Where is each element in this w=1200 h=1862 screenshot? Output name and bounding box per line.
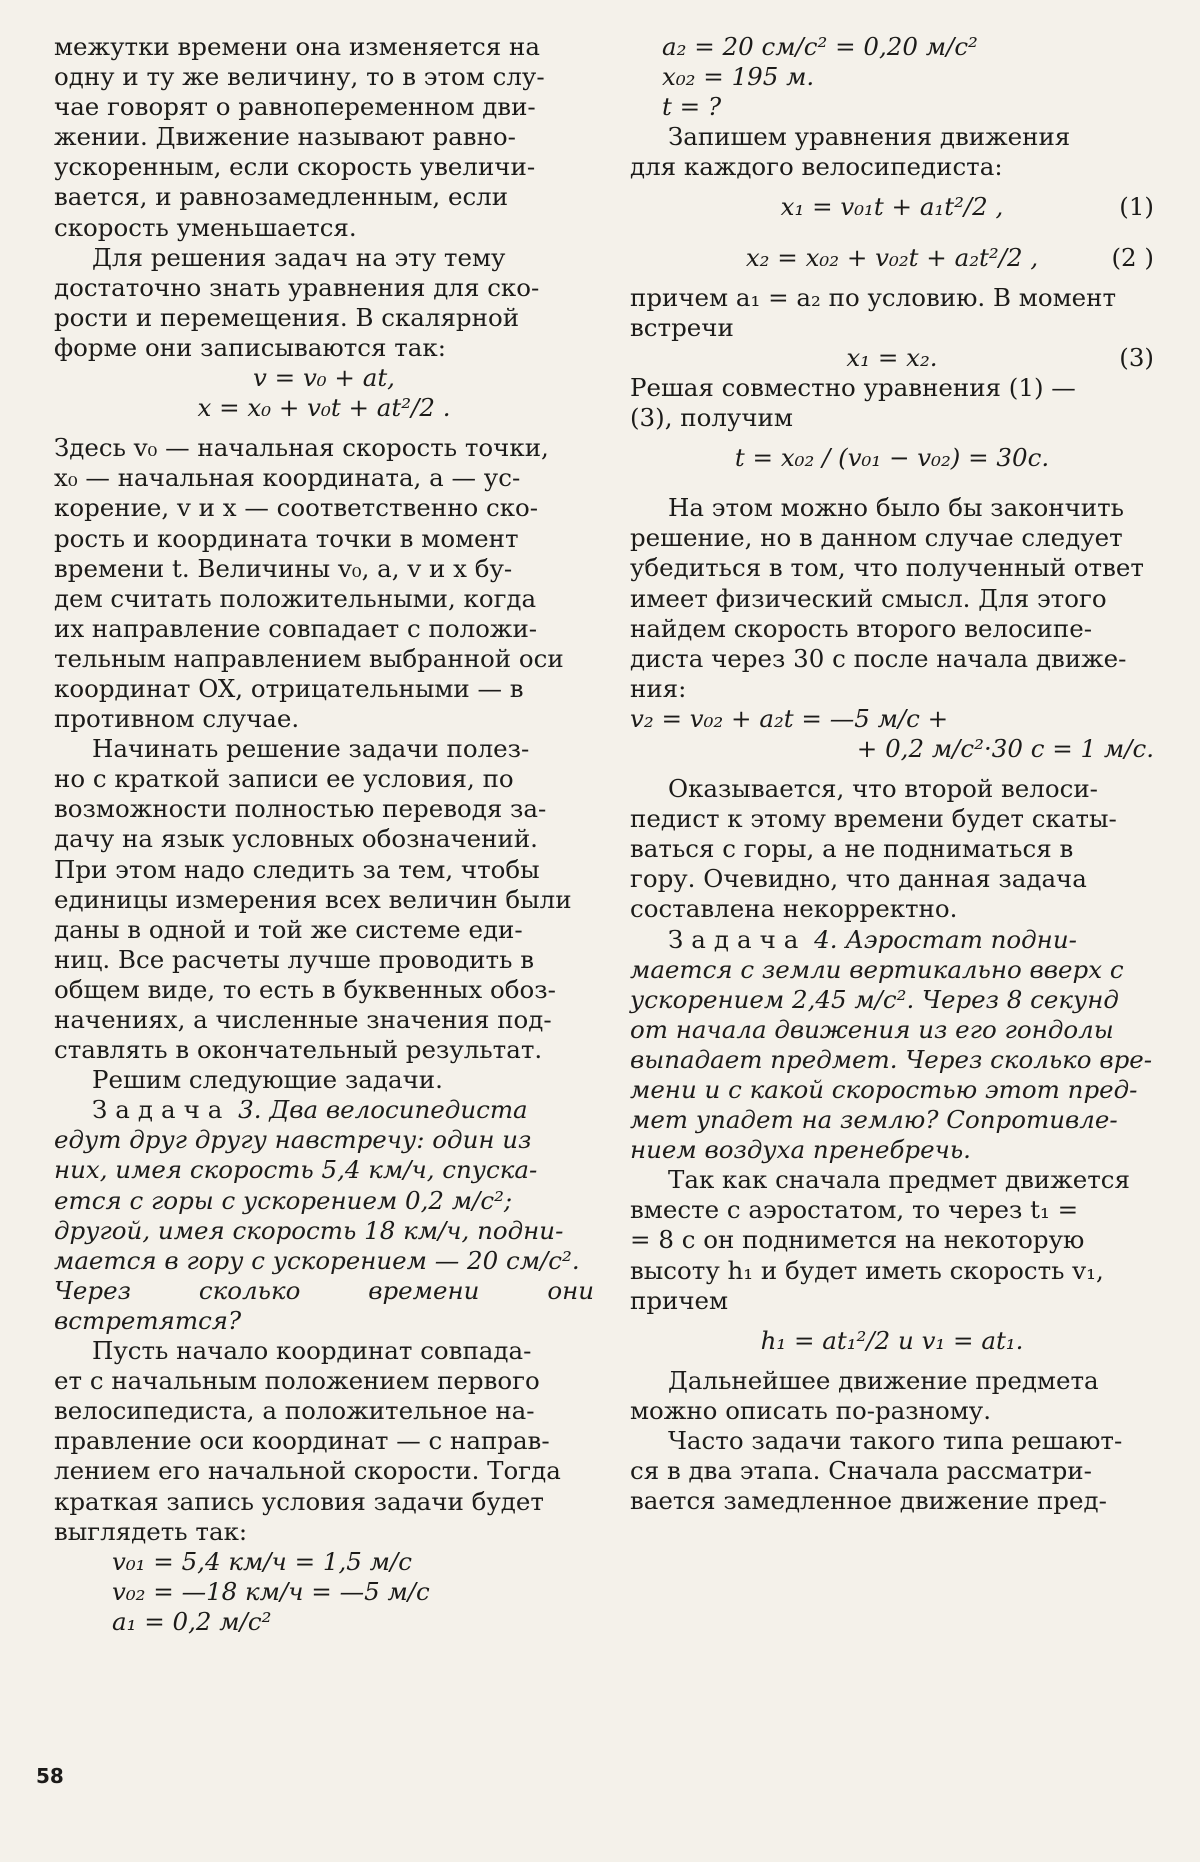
text-line: ется с горы с ускорением 0,2 м/с²; [54, 1185, 513, 1215]
given-a1: a₁ = 0,2 м/с² [112, 1606, 272, 1636]
text-line: мается с земли вертикально вверх с [630, 954, 1124, 984]
text-line: выпадает предмет. Через сколько вре- [630, 1044, 1153, 1074]
text-line: = 8 с он поднимется на некоторую [630, 1225, 1085, 1255]
text-line: координат OX, отрицательными — в [54, 673, 524, 703]
text-line: едут друг другу навстречу: один из [54, 1125, 532, 1155]
text-line: противном случае. [54, 704, 300, 734]
text-line: ускоренным, если скорость увеличи- [54, 152, 536, 182]
text-line: вается, и равнозамедленным, если [54, 182, 509, 212]
text-line: рость и координата точки в момент [54, 523, 519, 553]
text-line: межутки времени она изменяется на [54, 32, 540, 61]
text-line: Оказывается, что второй велоси- [668, 774, 1098, 804]
text-line: ся в два этапа. Сначала рассматри- [630, 1456, 1092, 1486]
text-line: дем считать положительными, когда [54, 583, 537, 613]
given-v02: v₀₂ = —18 км/ч = —5 м/с [112, 1576, 430, 1606]
text-line: них, имея скорость 5,4 км/ч, спуска- [54, 1155, 538, 1185]
given-t: t = ? [662, 92, 722, 122]
text-line: другой, имея скорость 18 км/ч, подни- [54, 1215, 564, 1245]
equation-body: x₁ = x₂. [846, 342, 938, 372]
text-line: начениях, а численные значения под- [54, 1005, 552, 1034]
text-line: гору. Очевидно, что данная задача [630, 864, 1087, 894]
text-line: Здесь v₀ — начальная скорость точки, [54, 433, 549, 463]
text-line: При этом надо следить за тем, чтобы [54, 854, 540, 884]
text-line: их направление совпадает с положи- [54, 613, 538, 643]
problem-text: 3. Два велосипедиста [238, 1095, 528, 1125]
equation-number: (1) [1119, 192, 1154, 222]
formula-meeting-time: t = x₀₂ / (v₀₁ − v₀₂) = 30с. [734, 443, 1050, 473]
text-line: мается в гору с ускорением — 20 см/с². [54, 1245, 580, 1275]
formula-v2-line1: v₂ = v₀₂ + a₂t = —5 м/с + [630, 703, 949, 733]
text-line: ет с начальным положением первого [54, 1366, 540, 1396]
text-line: мет упадет на землю? Сопротивле- [630, 1105, 1118, 1135]
text-line: чае говорят о равнопеременном дви- [54, 92, 536, 122]
text-line: На этом можно было бы закончить [668, 493, 1125, 523]
text-line: достаточно знать уравнения для ско- [54, 272, 540, 302]
right-column [630, 32, 1154, 1516]
equation-1 [630, 192, 1154, 222]
text-line: ниц. Все расчеты лучше проводить в [54, 944, 534, 974]
text-line: скорость уменьшается. [54, 212, 357, 242]
formula-coordinate: x = x₀ + v₀t + at²/2 . [197, 393, 451, 423]
equation-body: x₂ = x₀₂ + v₀₂t + a₂t²/2 , [745, 242, 1039, 272]
text-line: рости и перемещения. В скалярной [54, 302, 520, 332]
text-line: высоту h₁ и будет иметь скорость v₁, [630, 1255, 1104, 1285]
text-line: решение, но в данном случае следует [630, 523, 1123, 553]
page-number: 58 [36, 1764, 64, 1788]
equation-body: x₁ = v₀₁t + a₁t²/2 , [780, 192, 1004, 222]
text-line: педист к этому времени будет скаты- [630, 804, 1117, 834]
text-line: Часто задачи такого типа решают- [668, 1426, 1123, 1456]
left-column [54, 32, 594, 1637]
text-line: убедиться в том, что полученный ответ [630, 553, 1144, 583]
text-line: Так как сначала предмет движется [668, 1165, 1130, 1195]
text-line: ставлять в окончательный результат. [54, 1035, 543, 1065]
text-line: для каждого велосипедиста: [630, 152, 1003, 182]
equation-number: (3) [1119, 342, 1154, 372]
text-line: общем виде, то есть в буквенных обоз- [54, 974, 556, 1004]
text-line: Через сколько времени они встретятся? [54, 1275, 594, 1335]
text-line: дачу на язык условных обозначений. [54, 824, 538, 854]
problem-label: Задача [668, 924, 807, 954]
text-line: выглядеть так: [54, 1516, 248, 1546]
problem-label: Задача [92, 1095, 231, 1125]
text-line: ускорением 2,45 м/с². Через 8 секунд [630, 984, 1119, 1014]
equation-3 [630, 343, 1154, 373]
given-v01: v₀₁ = 5,4 км/ч = 1,5 м/с [112, 1546, 412, 1576]
formula-v2-line2: + 0,2 м/с²·30 с = 1 м/с. [856, 733, 1154, 763]
text-line: велосипедиста, а положительное на- [54, 1396, 535, 1426]
text-line: но с краткой записи ее условия, по [54, 764, 514, 794]
text-line: лением его начальной скорости. Тогда [54, 1456, 561, 1486]
given-x02: x₀₂ = 195 м. [662, 62, 815, 92]
text-line: Решим следующие задачи. [92, 1065, 443, 1095]
text-line: ния: [630, 673, 687, 703]
formula-velocity: v = v₀ + at, [253, 363, 395, 393]
equation-2 [630, 243, 1154, 273]
text-line: причем a₁ = a₂ по условию. В момент [630, 282, 1117, 312]
text-line: от начала движения из его гондолы [630, 1014, 1114, 1044]
text-line: Пусть начало координат совпада- [92, 1336, 532, 1366]
text-line: x₀ — начальная координата, a — ус- [54, 463, 521, 493]
text-line: Дальнейшее движение предмета [668, 1365, 1099, 1395]
text-line: Для решения задач на эту тему [92, 242, 506, 272]
text-line: найдем скорость второго велосипе- [630, 613, 1092, 643]
text-line: одну и ту же величину, то в этом слу- [54, 62, 545, 92]
text-line: Решая совместно уравнения (1) — [630, 372, 1076, 402]
formula-h1-v1: h₁ = at₁²/2 и v₁ = at₁. [760, 1325, 1024, 1355]
text-line: вместе с аэростатом, то через t₁ = [630, 1195, 1079, 1225]
text-line: ваться с горы, а не подниматься в [630, 834, 1074, 864]
text-line: мени и с какой скоростью этот пред- [630, 1075, 1138, 1104]
text-line: Начинать решение задачи полез- [92, 734, 530, 764]
text-line: возможности полностью переводя за- [54, 794, 547, 824]
text-line: вается замедленное движение пред- [630, 1486, 1107, 1516]
text-line: нием воздуха пренебречь. [630, 1135, 971, 1165]
text-line: причем [630, 1285, 729, 1315]
text-line: единицы измерения всех величин были [54, 884, 572, 914]
text-line: составлена некорректно. [630, 894, 958, 924]
given-a2: a₂ = 20 см/с² = 0,20 м/с² [662, 32, 978, 61]
text-line: форме они записываются так: [54, 332, 446, 362]
text-line: диста через 30 с после начала движе- [630, 643, 1127, 673]
text-line: встречи [630, 312, 734, 342]
problem-text: 4. Аэростат подни- [814, 924, 1077, 954]
text-line: тельным направлением выбранной оси [54, 643, 564, 673]
text-line: времени t. Величины v₀, a, v и x бу- [54, 553, 513, 583]
problem-4-heading [630, 925, 1154, 955]
text-line: имеет физический смысл. Для этого [630, 583, 1107, 613]
text-line: правление оси координат — с направ- [54, 1426, 550, 1456]
text-line: Запишем уравнения движения [668, 122, 1071, 152]
text-line: можно описать по-разному. [630, 1395, 991, 1425]
equation-number: (2 ) [1111, 242, 1154, 272]
text-line: краткая запись условия задачи будет [54, 1486, 544, 1516]
text-line: даны в одной и той же системе еди- [54, 914, 523, 944]
text-line: (3), получим [630, 403, 793, 433]
text-line: корение, v и x — соответственно ско- [54, 493, 539, 523]
text-line: жении. Движение называют равно- [54, 122, 516, 152]
problem-3-heading [54, 1095, 594, 1125]
